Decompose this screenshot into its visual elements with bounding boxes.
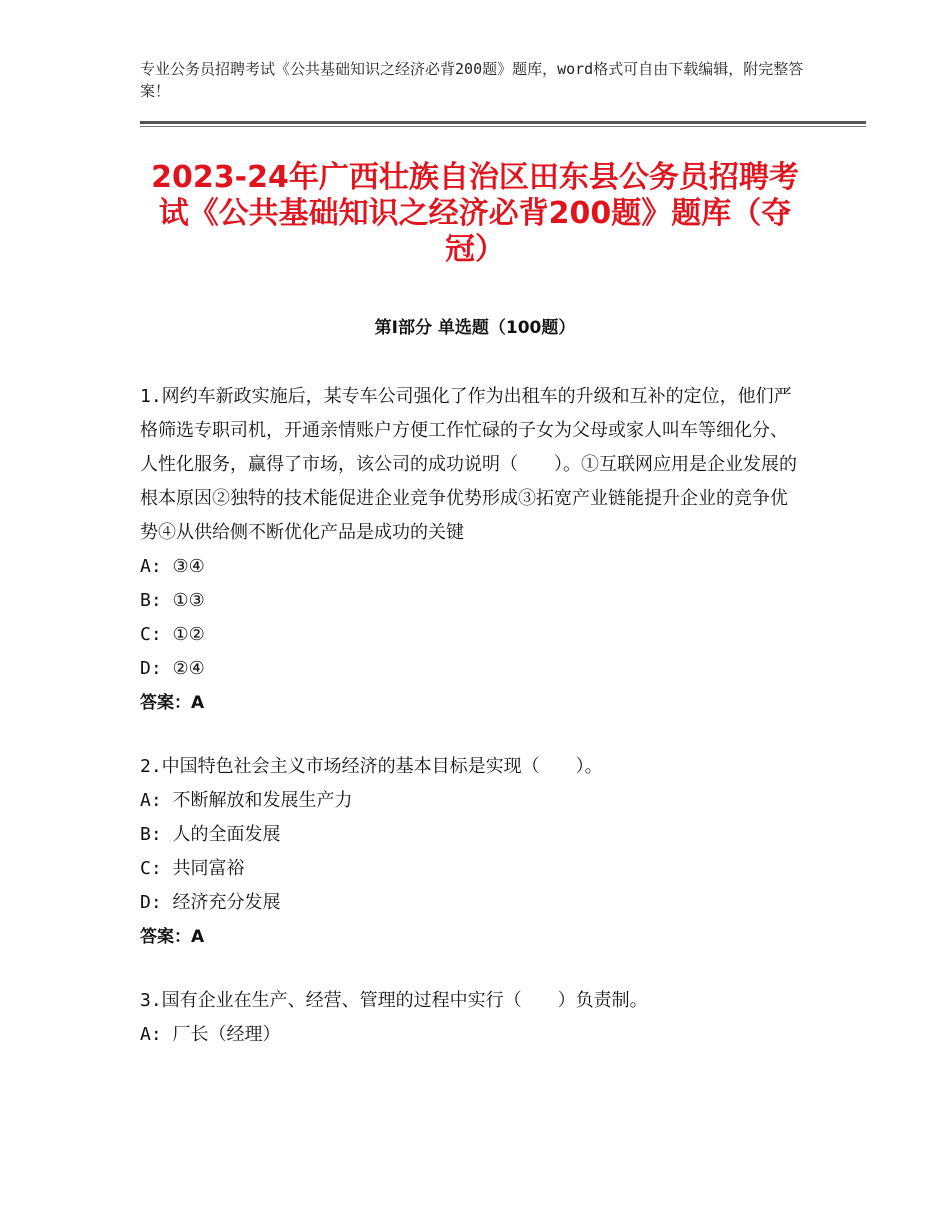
header-divider-thick	[140, 121, 866, 124]
document-title: 2023-24年广西壮族自治区田东县公务员招聘考试《公共基础知识之经济必背200题》题库（夺冠）	[151, 160, 799, 267]
question-text: 1.网约车新政实施后，某专车公司强化了作为出租车的升级和互补的定位，他们严格筛选专职司机，开通亲情账户方便工作忙碌的子女为父母或家人叫车等细化分、人性化服务，赢得了市场，该公司的成功说明（ ）。①互联网应用是企业发展的根本原因②独特的技术能促进企业竞争优势形成③拓宽产业链能提升企业的竞争优势④从供给侧不断优化产品是成功的关键	[140, 386, 797, 543]
option-b: B: ①③	[140, 590, 205, 611]
option-c: C: ①②	[140, 624, 205, 645]
option-d: D: ②④	[140, 658, 205, 679]
section-heading: 第Ⅰ部分 单选题（100题）	[374, 318, 576, 338]
option-c: C: 共同富裕	[140, 858, 245, 879]
answer-line: 答案：A	[140, 693, 205, 713]
spacer	[140, 954, 805, 984]
option-a: A: 厂长（经理）	[140, 1024, 281, 1045]
question-text: 2.中国特色社会主义市场经济的基本目标是实现（ ）。	[140, 756, 603, 777]
option-a: A: ③④	[140, 556, 205, 577]
header-divider-thin	[140, 126, 866, 127]
option-d: D: 经济充分发展	[140, 892, 281, 913]
spacer	[140, 720, 805, 750]
option-b: B: 人的全面发展	[140, 824, 281, 845]
question-list	[140, 380, 805, 1052]
question-text: 3.国有企业在生产、经营、管理的过程中实行（ ）负责制。	[140, 990, 648, 1011]
answer-line: 答案：A	[140, 927, 205, 947]
question-3	[140, 984, 805, 1052]
question-2	[140, 750, 805, 954]
header-note: 专业公务员招聘考试《公共基础知识之经济必背200题》题库，word格式可自由下载编辑，附完整答案！	[140, 60, 804, 100]
option-a: A: 不断解放和发展生产力	[140, 790, 353, 811]
question-1	[140, 380, 805, 720]
